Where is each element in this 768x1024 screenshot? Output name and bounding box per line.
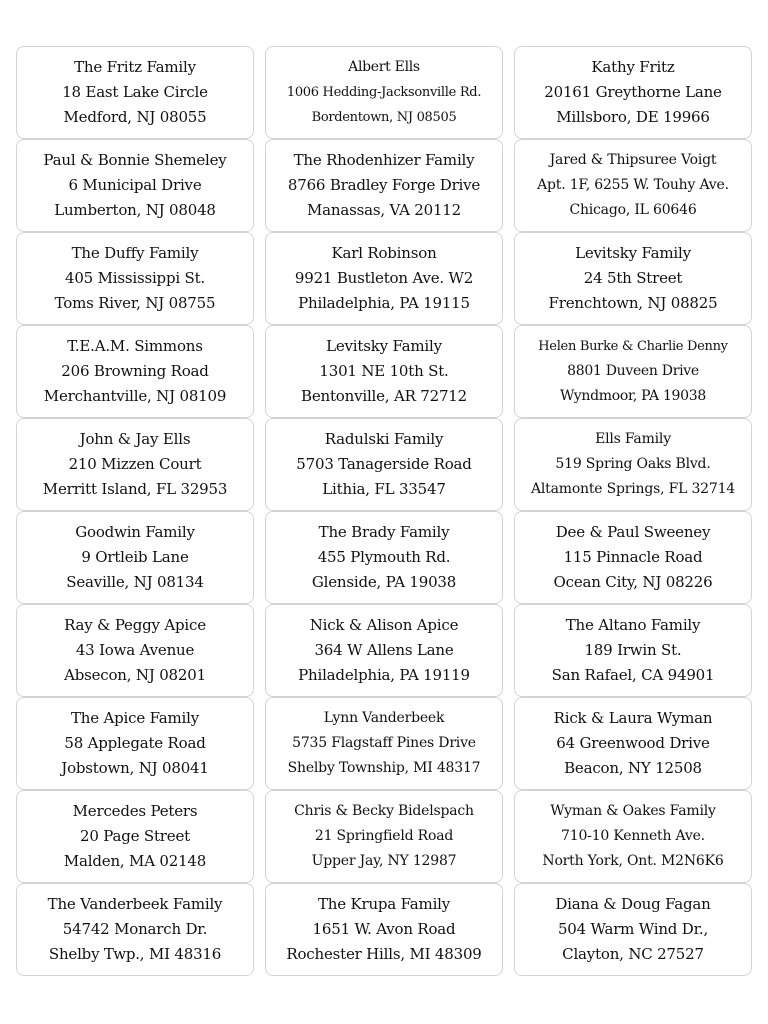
label-city: Glenside, PA 19038 xyxy=(311,573,457,591)
label-street: 364 W Allens Lane xyxy=(314,641,454,659)
label-city: Seaville, NJ 08134 xyxy=(66,573,204,591)
label-name: Goodwin Family xyxy=(75,523,195,541)
address-label xyxy=(265,790,503,883)
label-name: Paul & Bonnie Shemeley xyxy=(43,151,227,169)
label-city: Jobstown, NJ 08041 xyxy=(61,759,209,777)
label-name: The Apice Family xyxy=(70,709,199,727)
label-street: 43 Iowa Avenue xyxy=(75,641,195,659)
address-label xyxy=(514,418,752,511)
label-street: 206 Browning Road xyxy=(61,362,209,380)
label-street: 1651 W. Avon Road xyxy=(312,920,456,938)
address-label xyxy=(514,511,752,604)
label-name: The Duffy Family xyxy=(71,244,199,262)
label-city: Merchantville, NJ 08109 xyxy=(43,387,227,405)
address-label xyxy=(514,697,752,790)
label-street: 9921 Bustleton Ave. W2 xyxy=(294,269,474,287)
address-label xyxy=(16,883,254,976)
label-city: Millsboro, DE 19966 xyxy=(556,108,710,126)
label-name: Levitsky Family xyxy=(326,337,442,355)
label-city: Frenchtown, NJ 08825 xyxy=(548,294,718,312)
address-label xyxy=(514,883,752,976)
label-street: 405 Mississippi St. xyxy=(65,269,205,287)
label-street: 21 Springfield Road xyxy=(314,828,454,844)
address-label xyxy=(265,511,503,604)
label-street: 455 Plymouth Rd. xyxy=(317,548,451,566)
address-label xyxy=(514,46,752,139)
label-name: Ray & Peggy Apice xyxy=(64,616,206,634)
address-label xyxy=(16,511,254,604)
address-label xyxy=(514,139,752,232)
label-city: Philadelphia, PA 19119 xyxy=(298,666,470,684)
label-name: Mercedes Peters xyxy=(72,802,198,820)
label-name: The Altano Family xyxy=(565,616,701,634)
label-city: Upper Jay, NY 12987 xyxy=(311,853,457,869)
label-street: 58 Applegate Road xyxy=(64,734,206,752)
label-city: North York, Ont. M2N6K6 xyxy=(542,853,724,869)
label-city: Toms River, NJ 08755 xyxy=(54,294,216,312)
label-city: Wyndmoor, PA 19038 xyxy=(560,388,706,404)
label-city: Lumberton, NJ 08048 xyxy=(54,201,216,219)
label-street: 8766 Bradley Forge Drive xyxy=(287,176,481,194)
label-name: Kathy Fritz xyxy=(591,58,675,76)
label-street: 6 Municipal Drive xyxy=(68,176,202,194)
label-name: Helen Burke & Charlie Denny xyxy=(538,339,728,354)
label-name: Levitsky Family xyxy=(575,244,691,262)
label-street: 189 Irwin St. xyxy=(584,641,682,659)
label-name: Chris & Becky Bidelspach xyxy=(294,803,474,819)
address-label xyxy=(16,139,254,232)
address-label xyxy=(514,604,752,697)
label-street: 5735 Flagstaff Pines Drive xyxy=(292,735,476,751)
address-label xyxy=(265,883,503,976)
label-name: Rick & Laura Wyman xyxy=(553,709,713,727)
label-street: 18 East Lake Circle xyxy=(62,83,208,101)
label-city: Clayton, NC 27527 xyxy=(562,945,704,963)
label-city: Chicago, IL 60646 xyxy=(569,202,697,218)
address-label xyxy=(514,790,752,883)
address-label xyxy=(16,232,254,325)
address-label xyxy=(16,697,254,790)
address-label xyxy=(16,604,254,697)
address-label xyxy=(265,325,503,418)
label-city: Bordentown, NJ 08505 xyxy=(311,110,457,125)
label-city: Rochester Hills, MI 48309 xyxy=(286,945,482,963)
label-name: The Krupa Family xyxy=(317,895,451,913)
address-label xyxy=(265,418,503,511)
label-name: Radulski Family xyxy=(324,430,444,448)
label-name: The Brady Family xyxy=(318,523,450,541)
address-label xyxy=(514,232,752,325)
label-name: Lynn Vanderbeek xyxy=(323,710,445,726)
label-street: 20161 Greythorne Lane xyxy=(544,83,722,101)
label-name: The Rhodenhizer Family xyxy=(293,151,475,169)
label-street: 1301 NE 10th St. xyxy=(319,362,449,380)
address-label xyxy=(16,46,254,139)
label-street: 24 5th Street xyxy=(583,269,683,287)
label-name: Diana & Doug Fagan xyxy=(555,895,711,913)
label-city: Medford, NJ 08055 xyxy=(63,108,207,126)
label-name: Dee & Paul Sweeney xyxy=(555,523,711,541)
label-city: Malden, MA 02148 xyxy=(63,852,207,870)
label-sheet xyxy=(16,46,752,976)
label-street: 64 Greenwood Drive xyxy=(556,734,710,752)
label-city: Merritt Island, FL 32953 xyxy=(42,480,228,498)
label-city: Shelby Township, MI 48317 xyxy=(287,760,481,776)
label-city: Altamonte Springs, FL 32714 xyxy=(530,481,736,497)
label-city: Ocean City, NJ 08226 xyxy=(553,573,713,591)
label-city: Shelby Twp., MI 48316 xyxy=(48,945,222,963)
address-label xyxy=(514,325,752,418)
label-city: Bentonville, AR 72712 xyxy=(301,387,467,405)
label-street: 5703 Tanagerside Road xyxy=(296,455,472,473)
label-city: Manassas, VA 20112 xyxy=(306,201,461,219)
label-street: 710-10 Kenneth Ave. xyxy=(561,828,705,844)
label-name: Wyman & Oakes Family xyxy=(550,803,716,819)
address-label xyxy=(265,697,503,790)
label-street: 504 Warm Wind Dr., xyxy=(557,920,709,938)
label-name: The Fritz Family xyxy=(74,58,196,76)
label-name: T.E.A.M. Simmons xyxy=(67,337,203,355)
address-label xyxy=(16,790,254,883)
label-name: Jared & Thipsuree Voigt xyxy=(549,152,717,168)
label-city: Philadelphia, PA 19115 xyxy=(298,294,470,312)
label-street: 1006 Hedding-Jacksonville Rd. xyxy=(286,85,482,100)
address-label xyxy=(16,418,254,511)
label-street: 20 Page Street xyxy=(80,827,190,845)
label-street: 210 Mizzen Court xyxy=(68,455,202,473)
label-city: Absecon, NJ 08201 xyxy=(64,666,206,684)
address-label xyxy=(265,604,503,697)
label-street: 54742 Monarch Dr. xyxy=(62,920,208,938)
label-street: 115 Pinnacle Road xyxy=(563,548,703,566)
address-label xyxy=(265,232,503,325)
label-city: San Rafael, CA 94901 xyxy=(551,666,715,684)
address-label xyxy=(265,46,503,139)
label-name: Nick & Alison Apice xyxy=(309,616,459,634)
label-street: Apt. 1F, 6255 W. Touhy Ave. xyxy=(537,177,729,193)
label-city: Beacon, NY 12508 xyxy=(564,759,702,777)
label-name: The Vanderbeek Family xyxy=(47,895,223,913)
label-street: 9 Ortleib Lane xyxy=(81,548,189,566)
label-name: Albert Ells xyxy=(348,59,420,75)
label-street: 519 Spring Oaks Blvd. xyxy=(555,456,711,472)
address-label xyxy=(16,325,254,418)
label-name: Karl Robinson xyxy=(331,244,437,262)
label-name: John & Jay Ells xyxy=(79,430,191,448)
label-name: Ells Family xyxy=(595,431,671,447)
label-city: Lithia, FL 33547 xyxy=(322,480,446,498)
label-street: 8801 Duveen Drive xyxy=(567,363,699,379)
address-label xyxy=(265,139,503,232)
